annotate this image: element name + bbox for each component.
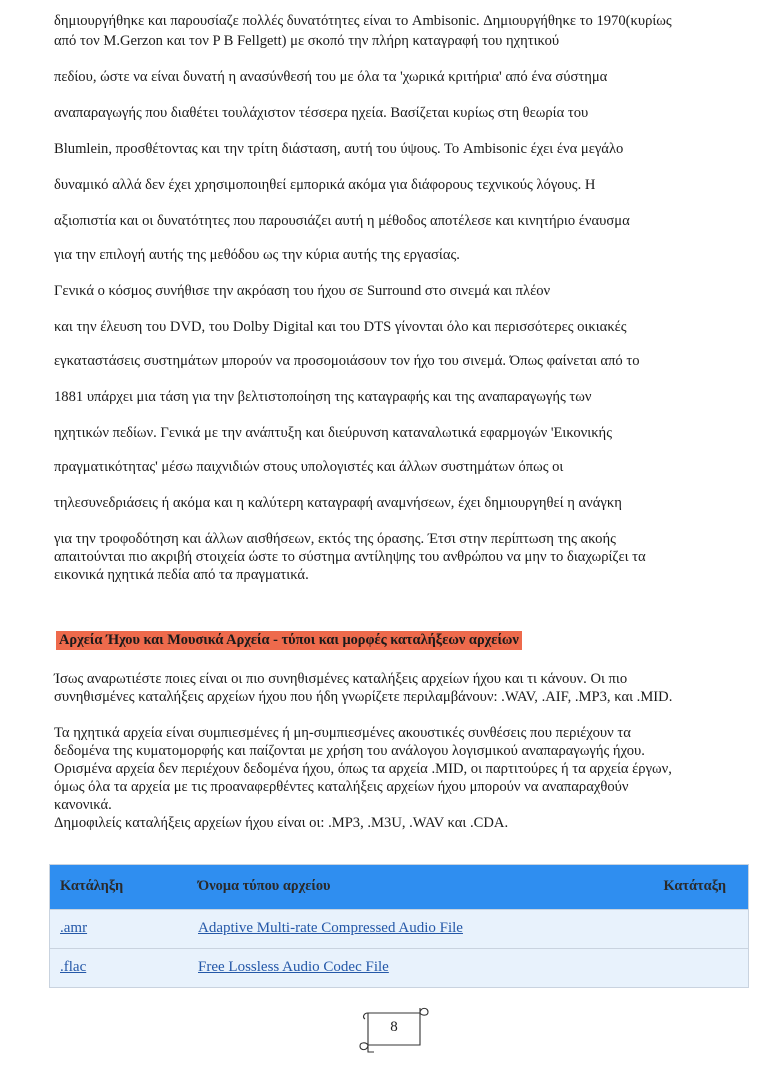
- header-extension: Κατάληξη: [60, 878, 124, 894]
- paragraph-line: και την έλευση του DVD, του Dolby Digital και του DTS γίνονται όλο και περισσότερες οικιακές: [54, 319, 627, 335]
- file-type-link[interactable]: Free Lossless Audio Codec File: [198, 959, 389, 975]
- paragraph-line: εγκαταστάσεις συστημάτων μπορούν να προσομοιάσουν τον ήχο του σινεμά. Όπως φαίνεται από το: [54, 353, 640, 369]
- table-row: [50, 909, 748, 948]
- header-ranking: Κατάταξη: [663, 878, 726, 894]
- extension-link[interactable]: .amr: [60, 920, 88, 936]
- paragraph-line: απαιτούνται πιο ακριβή στοιχεία ώστε το σύστημα αντίληψης του ανθρώπου να μην το διαχωρίζει τα: [54, 549, 646, 565]
- paragraph-line: τηλεσυνεδριάσεις ή ακόμα και η καλύτερη καταγραφή αναμνήσεων, έχει δημιουργηθεί η ανάγκη: [54, 495, 622, 511]
- paragraph-line: Ίσως αναρωτιέστε ποιες είναι οι πιο συνηθισμένες καταλήξεις αρχείων ήχου και τι κάνουν. Οι πιο: [54, 671, 628, 687]
- table-header-row: [50, 865, 748, 909]
- paragraph-line: Τα ηχητικά αρχεία είναι συμπιεσμένες ή μη-συμπιεσμένες ακουστικές συνθέσεις που περιέχουν τα: [54, 725, 631, 741]
- paragraph-line: Blumlein, προσθέτοντας και την τρίτη διάσταση, αυτή του ύψους. Το Ambisonic έχει ένα μεγάλο: [54, 141, 624, 157]
- paragraph-line: για την επιλογή αυτής της μεθόδου ως την κύρια αυτής της εργασίας.: [54, 247, 460, 263]
- paragraph-line: δυναμικό αλλά δεν έχει χρησιμοποιηθεί εμπορικά ακόμα για διάφορους τεχνικούς λόγους. Η: [54, 177, 596, 193]
- paragraph-line: πραγματικότητας' μέσω παιχνιδιών στους υπολογιστές και άλλων συστημάτων όπως οι: [54, 459, 564, 475]
- paragraph-line: ηχητικών πεδίων. Γενικά με την ανάπτυξη και διεύρυνση καταναλωτικά εφαρμογών 'Εικονικής: [54, 425, 612, 441]
- table-row: [50, 948, 748, 987]
- paragraph-line: δεδομένα της κυματομορφής και παίζονται με χρήση του ανάλογου λογισμικού αναπαραγωγής ήχου.: [54, 743, 645, 759]
- extension-link[interactable]: .flac: [60, 959, 87, 975]
- page-number-scroll: [356, 1003, 432, 1057]
- paragraph-line: για την τροφοδότηση και άλλων αισθήσεων, εκτός της όρασης. Έτσι στην περίπτωση της ακοής: [54, 531, 616, 547]
- paragraph-line: αναπαραγωγής που διαθέτει τουλάχιστον τέσσερα ηχεία. Βασίζεται κυρίως στη θεωρία του: [54, 105, 589, 121]
- paragraph-line: αξιοπιστία και οι δυνατότητες που παρουσιάζει αυτή η μέθοδος αποτέλεσε και κινητήριο έναυσμα: [54, 213, 630, 229]
- paragraph-line: συνηθισμένες καταλήξεις αρχείων ήχου που ήδη γνωρίζετε περιλαμβάνουν: .WAV, .AIF, .MP3, και .MID.: [54, 689, 673, 705]
- paragraph-line: δημιουργήθηκε και παρουσίαζε πολλές δυνατότητες είναι το Ambisonic. Δημιουργήθηκε το 1970(κυρίως: [54, 13, 672, 29]
- page-number: 8: [390, 1019, 398, 1035]
- header-file-type-name: Όνομα τύπου αρχείου: [198, 878, 331, 894]
- paragraph-line: Γενικά ο κόσμος συνήθισε την ακρόαση του ήχου σε Surround στο σινεμά και πλέον: [54, 283, 551, 299]
- file-extension-table: [49, 864, 749, 988]
- paragraph-line: Δημοφιλείς καταλήξεις αρχείων ήχου είναι οι: .MP3, .M3U, .WAV και .CDA.: [54, 815, 509, 831]
- paragraph-line: από τον M.Gerzon και τον P B Fellgett) με σκοπό την πλήρη καταγραφή του ηχητικού: [54, 33, 560, 49]
- paragraph-line: όμως όλα τα αρχεία με τις προαναφερθέντες καταλήξεις αρχείων ήχου μπορούν να αναπαραχθούν: [54, 779, 629, 795]
- section-heading: Αρχεία Ήχου και Μουσικά Αρχεία - τύποι και μορφές καταλήξεων αρχείων: [56, 631, 522, 650]
- paragraph-line: 1881 υπάρχει μια τάση για την βελτιστοποίηση της καταγραφής και της αναπαραγωγής των: [54, 389, 592, 405]
- file-type-link[interactable]: Adaptive Multi-rate Compressed Audio File: [198, 920, 463, 936]
- paragraph-line: κανονικά.: [54, 797, 112, 813]
- paragraph-line: εικονικά ηχητικά πεδία από τα πραγματικά.: [54, 567, 309, 583]
- paragraph-line: Ορισμένα αρχεία δεν περιέχουν δεδομένα ήχου, όπως τα αρχεία .MID, οι παρτιτούρες ή τα αρχεία έργων,: [54, 761, 672, 777]
- paragraph-line: πεδίου, ώστε να είναι δυνατή η ανασύνθεσή του με όλα τα 'χωρικά κριτήρια' από ένα σύστημα: [54, 69, 608, 85]
